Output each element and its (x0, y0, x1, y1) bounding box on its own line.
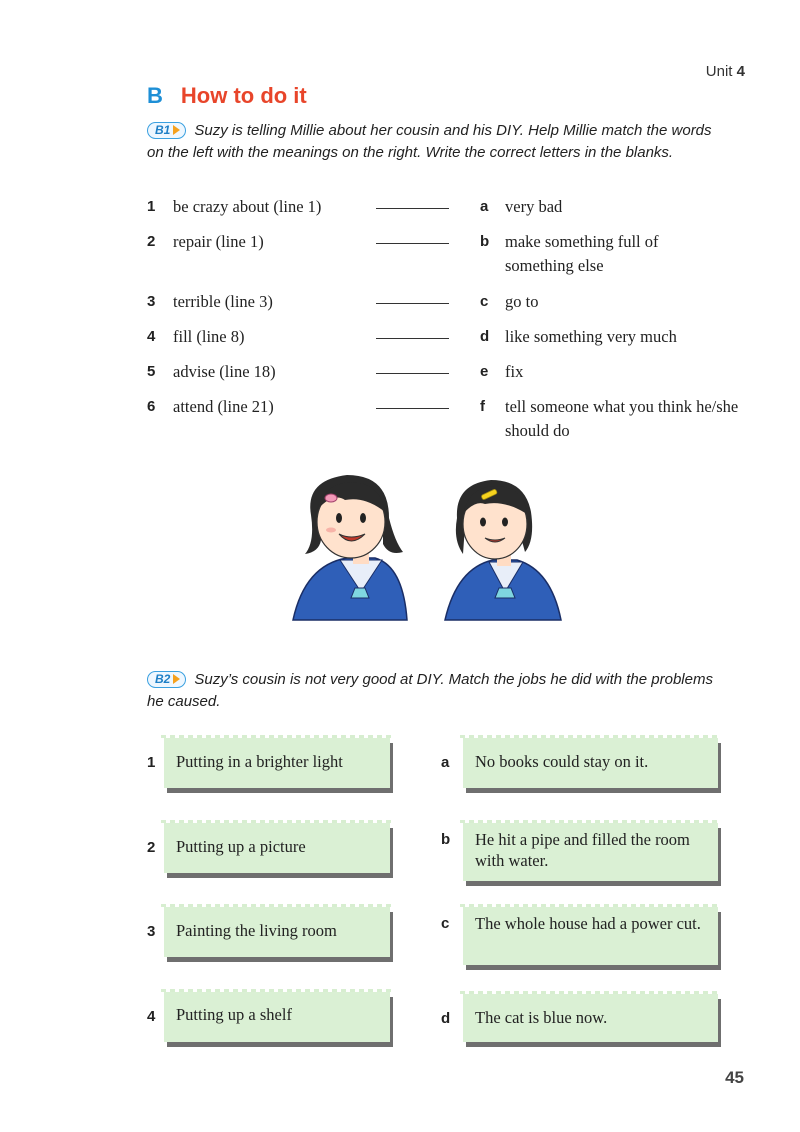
meaning-letter: f (480, 398, 485, 415)
item-number: 3 (147, 293, 156, 310)
problem-text: The cat is blue now. (475, 1008, 608, 1027)
b1-tag-label: B1 (155, 123, 171, 137)
problem-card[interactable] (463, 907, 718, 965)
job-text: Putting in a brighter light (176, 752, 343, 771)
left-girl-figure (293, 475, 407, 620)
job-number: 2 (147, 839, 156, 856)
problem-card[interactable] (463, 823, 718, 881)
meaning-letter: c (480, 293, 489, 310)
b2-tag (147, 671, 186, 688)
answer-blank[interactable] (376, 243, 449, 244)
meaning-text: go to (505, 292, 539, 311)
job-card[interactable] (164, 738, 390, 788)
section-title (147, 83, 307, 109)
b2-instruction (147, 669, 717, 713)
item-word: repair (line 1) (173, 232, 264, 251)
section-letter: B (147, 83, 163, 108)
play-arrow-icon (173, 674, 180, 684)
meaning-letter: b (480, 233, 490, 250)
problem-text: He hit a pipe and filled the room with water. (475, 830, 690, 870)
problem-letter: b (441, 831, 451, 848)
job-number: 4 (147, 1008, 156, 1025)
girls-talking-illustration (285, 470, 575, 630)
item-word: fill (line 8) (173, 327, 245, 346)
job-card[interactable] (164, 992, 390, 1042)
unit-number: 4 (736, 63, 745, 80)
meaning-letter: d (480, 328, 490, 345)
answer-blank[interactable] (376, 373, 449, 374)
problem-letter: c (441, 915, 450, 932)
job-card[interactable] (164, 907, 390, 957)
unit-text: Unit (705, 63, 733, 80)
meaning-letter: e (480, 363, 489, 380)
item-number: 2 (147, 233, 156, 250)
meaning-text: tell someone what you think he/she should do (505, 397, 739, 440)
meaning-letter: a (480, 198, 489, 215)
job-text: Putting up a shelf (176, 1005, 292, 1024)
b2-tag-label: B2 (155, 672, 171, 686)
answer-blank[interactable] (376, 338, 449, 339)
problem-card[interactable] (463, 994, 718, 1042)
problem-letter: a (441, 754, 450, 771)
meaning-text: very bad (505, 197, 563, 216)
answer-blank[interactable] (376, 408, 449, 409)
item-number: 6 (147, 398, 156, 415)
item-number: 4 (147, 328, 156, 345)
job-text: Painting the living room (176, 921, 337, 940)
b2-instruction-text: Suzy’s cousin is not very good at DIY. Match the jobs he did with the problems he caused. (147, 671, 713, 710)
b1-tag (147, 122, 186, 139)
b1-instruction (147, 120, 717, 164)
item-number: 1 (147, 198, 156, 215)
answer-blank[interactable] (376, 303, 449, 304)
right-girl-figure (445, 480, 561, 620)
page-number: 45 (725, 1068, 744, 1087)
meaning-text: like something very much (505, 327, 677, 346)
problem-card[interactable] (463, 738, 718, 788)
job-number: 3 (147, 923, 156, 940)
play-arrow-icon (173, 125, 180, 135)
section-heading: How to do it (180, 83, 307, 108)
answer-blank[interactable] (376, 208, 449, 209)
problem-text: No books could stay on it. (475, 752, 649, 771)
problem-text: The whole house had a power cut. (475, 914, 701, 933)
item-word: attend (line 21) (173, 397, 274, 416)
item-word: be crazy about (line 1) (173, 197, 322, 216)
job-card[interactable] (164, 823, 390, 873)
meaning-text: make something full of something else (505, 232, 659, 275)
item-word: terrible (line 3) (173, 292, 273, 311)
b1-instruction-text: Suzy is telling Millie about her cousin and his DIY. Help Millie match the words on the left with the meanings on the right. Write the correct letters in the blanks. (147, 122, 712, 161)
problem-letter: d (441, 1010, 451, 1027)
item-word: advise (line 18) (173, 362, 276, 381)
unit-label (706, 63, 745, 80)
meaning-text: fix (505, 362, 524, 381)
job-text: Putting up a picture (176, 837, 306, 856)
job-number: 1 (147, 754, 156, 771)
item-number: 5 (147, 363, 156, 380)
